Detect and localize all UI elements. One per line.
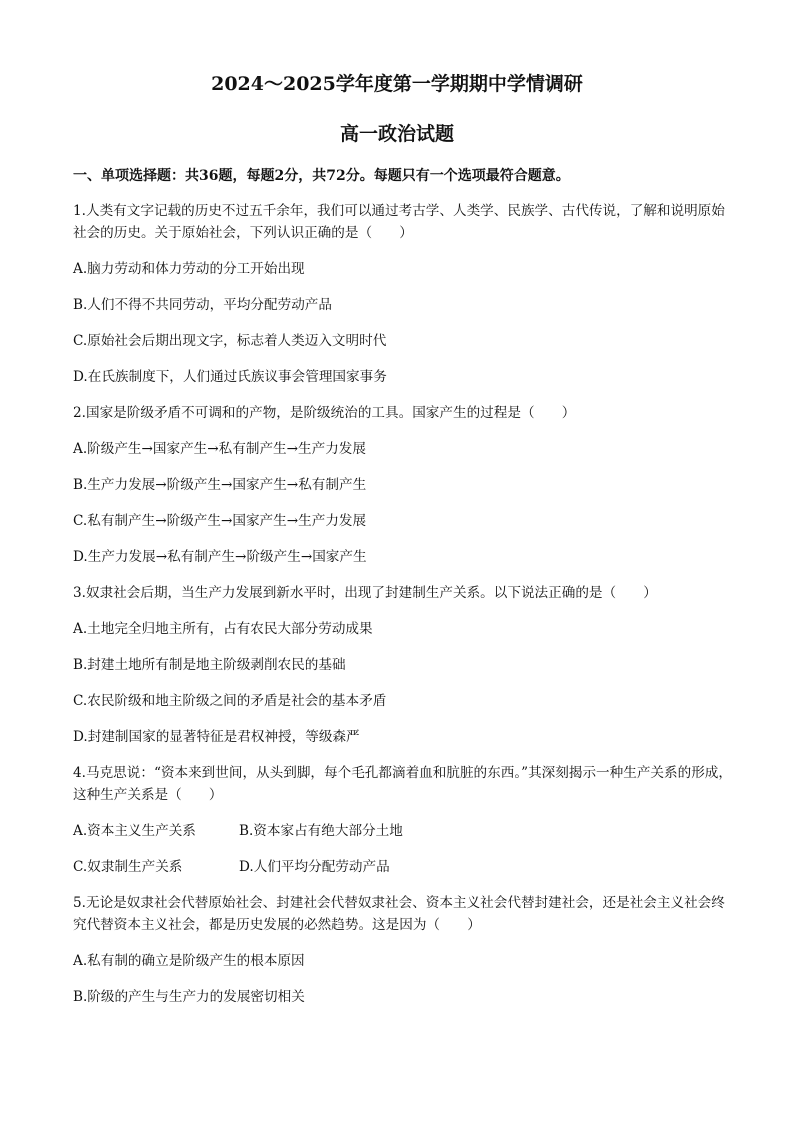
- option-d: D.生产力发展→私有制产生→阶级产生→国家产生: [73, 549, 367, 565]
- question-stem: 2.国家是阶级矛盾不可调和的产物，是阶级统治的工具。国家产生的过程是（ ）: [73, 405, 576, 421]
- option-row: [73, 820, 733, 842]
- option-b: B.封建土地所有制是地主阶级剥削农民的基础: [73, 657, 346, 673]
- option-d: D.在氏族制度下，人们通过氏族议事会管理国家事务: [73, 369, 387, 385]
- option-a: A.脑力劳动和体力劳动的分工开始出现: [73, 261, 305, 277]
- option-c: C.原始社会后期出现文字，标志着人类迈入文明时代: [73, 333, 387, 349]
- option-b: B.资本家占有绝大部分土地: [239, 823, 403, 839]
- question-3: [73, 582, 733, 762]
- option-b: B.生产力发展→阶级产生→国家产生→私有制产生: [73, 477, 367, 493]
- option-c: C.奴隶制生产关系: [73, 859, 183, 875]
- option-a: A.私有制的确立是阶级产生的根本原因: [73, 953, 305, 969]
- question-1: [73, 200, 733, 402]
- question-2: [73, 402, 733, 582]
- option-a: A.阶级产生→国家产生→私有制产生→生产力发展: [73, 441, 366, 457]
- option-a: A.土地完全归地主所有，占有农民大部分劳动成果: [73, 621, 373, 637]
- question-list: [73, 200, 733, 1008]
- question-stem: 4.马克思说：“资本来到世间，从头到脚，每个毛孔都滴着血和肮脏的东西。”其深刻揭示一种生产关系的形成，这种生产关系是（ ）: [73, 765, 732, 803]
- exam-title: 2024～2025学年度第一学期期中学情调研: [211, 73, 583, 95]
- option-b: B.阶级的产生与生产力的发展密切相关: [73, 989, 305, 1005]
- option-d: D.人们平均分配劳动产品: [239, 859, 390, 875]
- question-stem: 3.奴隶社会后期，当生产力发展到新水平时，出现了封建制生产关系。以下说法正确的是（ ）: [73, 585, 657, 601]
- option-row: [73, 856, 733, 878]
- option-a: A.资本主义生产关系: [73, 823, 196, 839]
- option-c: C.私有制产生→阶级产生→国家产生→生产力发展: [73, 513, 367, 529]
- question-4: [73, 762, 733, 892]
- question-stem: 1.人类有文字记载的历史不过五千余年，我们可以通过考古学、人类学、民族学、古代传说，了解和说明原始社会的历史。关于原始社会，下列认识正确的是（ ）: [73, 203, 725, 241]
- exam-subtitle: 高一政治试题: [339, 123, 454, 145]
- question-5: [73, 892, 733, 1008]
- option-b: B.人们不得不共同劳动，平均分配劳动产品: [73, 297, 332, 313]
- section-heading: 一、单项选择题：共36题，每题2分，共72分。每题只有一个选项最符合题意。: [73, 168, 570, 184]
- option-c: C.农民阶级和地主阶级之间的矛盾是社会的基本矛盾: [73, 693, 387, 709]
- option-d: D.封建制国家的显著特征是君权神授，等级森严: [73, 729, 360, 745]
- question-stem: 5.无论是奴隶社会代替原始社会、封建社会代替奴隶社会、资本主义社会代替封建社会，还是社会主义社会终究代替资本主义社会，都是历史发展的必然趋势。这是因为（ ）: [73, 895, 725, 933]
